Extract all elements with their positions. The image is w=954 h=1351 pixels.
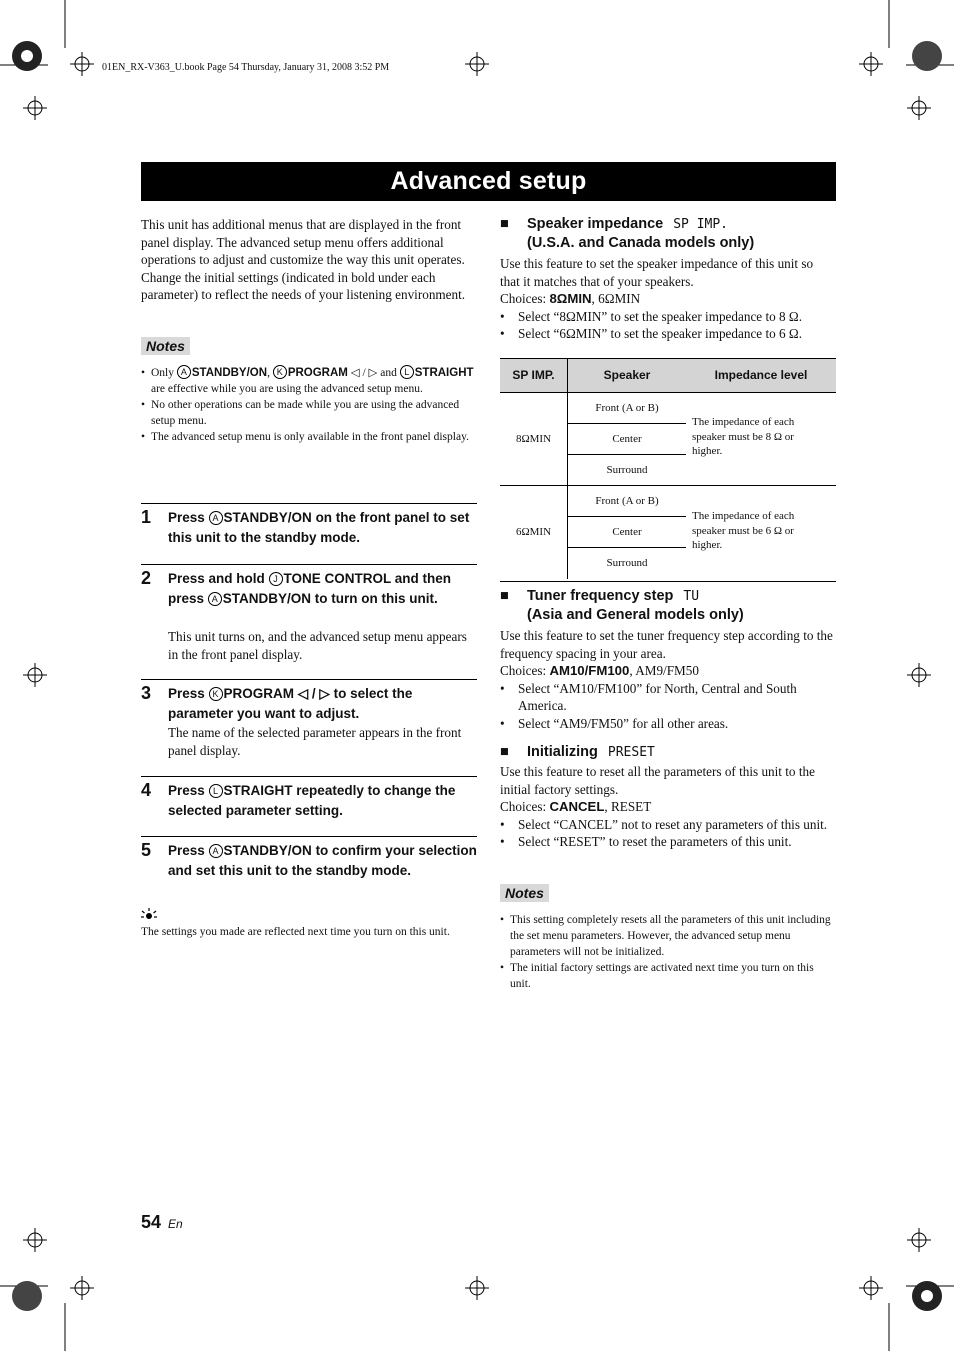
lcd-label: PRESET: [607, 745, 655, 760]
step-instruction: Press K PROGRAM ◁ / ▷ to select the parameter you want to adjust.: [168, 686, 413, 721]
step-3: [141, 679, 477, 770]
step-instruction: Press A STANDBY/ON to confirm your selection and set this unit to the standby mode.: [168, 843, 477, 878]
note-item: • The initial factory settings are activated next time you turn on this unit.: [500, 960, 836, 992]
table-header: Speaker: [603, 368, 651, 382]
choices: Choices: CANCEL, RESET: [500, 799, 652, 814]
section-description: Use this feature to reset all the parameters of this unit to the initial factory settings.: [500, 764, 815, 797]
notes-right: [500, 884, 836, 992]
step-description: The name of the selected parameter appears in the front panel display.: [168, 725, 462, 758]
table-cell-speaker: Center: [568, 424, 686, 455]
table-cell-level: The impedance of each speaker must be 6 Ω or higher.: [692, 510, 795, 551]
table-cell-level: The impedance of each speaker must be 8 Ω or higher.: [692, 416, 795, 457]
step-instruction: Press L STRAIGHT repeatedly to change the selected parameter setting.: [168, 783, 456, 818]
bullet-item: • Select “AM10/FM100” for North, Central and South America.: [500, 680, 836, 715]
tip-text: The settings you made are reflected next time you turn on this unit.: [141, 926, 450, 938]
speaker-impedance-table: [500, 358, 836, 582]
bullet-list: [500, 680, 836, 733]
step-description: This unit turns on, and the advanced setup menu appears in the front panel display.: [168, 629, 467, 662]
table-header: Impedance level: [714, 368, 808, 382]
section-description: Use this feature to set the tuner frequency step according to the frequency spacing in your area.: [500, 628, 833, 661]
notes-list: [141, 365, 477, 445]
tuner-step-heading: ■ Tuner frequency step TU (Asia and General models only): [500, 588, 744, 623]
bullet-list: [500, 308, 836, 343]
step-instruction: Press and hold J TONE CONTROL and then press A STANDBY/ON to turn on this unit.: [168, 571, 452, 606]
lcd-label: TU: [683, 589, 700, 604]
bullet-item: • Select “6ΩMIN” to set the speaker impedance to 6 Ω.: [500, 325, 836, 343]
table-header: SP IMP.: [500, 359, 568, 392]
page-number: 54 En: [141, 1212, 183, 1232]
speaker-impedance-section: [500, 255, 836, 343]
bullet-item: • Select “CANCEL” not to reset any parameters of this unit.: [500, 816, 836, 834]
page-title: Advanced setup: [141, 162, 836, 201]
step-number: 1: [141, 507, 152, 527]
section-description: Use this feature to set the speaker impedance of this unit so that it matches that of your speakers.: [500, 256, 814, 289]
notes-list: [500, 912, 836, 992]
table-cell-speaker: Surround: [606, 464, 648, 476]
table-cell-speaker: Center: [568, 517, 686, 548]
table-cell-imp: 8ΩMIN: [515, 433, 552, 445]
bullet-item: • Select “8ΩMIN” to set the speaker impedance to 8 Ω.: [500, 308, 836, 326]
initializing-section: [500, 763, 836, 851]
bullet-list: [500, 816, 836, 851]
table-cell-speaker: Front (A or B): [568, 486, 686, 517]
book-file-line: 01EN_RX-V363_U.book Page 54 Thursday, January 31, 2008 3:52 PM: [102, 62, 390, 73]
lcd-label: SP IMP.: [673, 217, 729, 232]
bullet-item: • Select “AM9/FM50” for all other areas.: [500, 715, 836, 733]
choices: Choices: AM10/FM100, AM9/FM50: [500, 663, 699, 678]
table-cell-speaker: Surround: [606, 557, 648, 569]
note-item: • Only A STANDBY/ON, K PROGRAM ◁ / ▷ and L STRAIGHT are effective while you are using the advanced setup menu.: [141, 365, 477, 397]
table-cell-imp: 6ΩMIN: [515, 526, 552, 538]
step-4: [141, 776, 477, 827]
step-2: [141, 564, 477, 675]
step-5: [141, 836, 477, 907]
step-number: 2: [141, 568, 152, 588]
table-cell-speaker: Front (A or B): [568, 393, 686, 424]
notes-left: [141, 337, 477, 445]
tip-icon: [141, 908, 157, 922]
step-number: 4: [141, 780, 152, 800]
initializing-heading: ■ Initializing PRESET: [500, 744, 655, 760]
bullet-item: • Select “RESET” to reset the parameters of this unit.: [500, 833, 836, 851]
step-instruction: Press A STANDBY/ON on the front panel to set this unit to the standby mode.: [168, 510, 470, 545]
note-item: • No other operations can be made while you are using the advanced setup menu.: [141, 397, 477, 429]
step-number: 5: [141, 840, 152, 860]
step-number: 3: [141, 683, 152, 703]
step-1: [141, 503, 477, 554]
choices: Choices: 8ΩMIN, 6ΩMIN: [500, 291, 641, 306]
note-item: • The advanced setup menu is only available in the front panel display.: [141, 429, 477, 445]
notes-label: Notes: [500, 884, 549, 902]
note-item: • This setting completely resets all the parameters of this unit including the set menu parameters. However, the advanced setup menu parameters will not be initialized.: [500, 912, 836, 960]
tuner-step-section: [500, 627, 836, 732]
speaker-impedance-heading: ■ Speaker impedance SP IMP. (U.S.A. and Canada models only): [500, 216, 755, 251]
intro-paragraph: This unit has additional menus that are displayed in the front panel display. The advanced setup menu offers additional operations to adjust and customize the way this unit operates. Change the initial settings (indicated in bold under each parameter) to reflect the needs of your listening environment.: [141, 217, 466, 302]
notes-label: Notes: [141, 337, 190, 355]
